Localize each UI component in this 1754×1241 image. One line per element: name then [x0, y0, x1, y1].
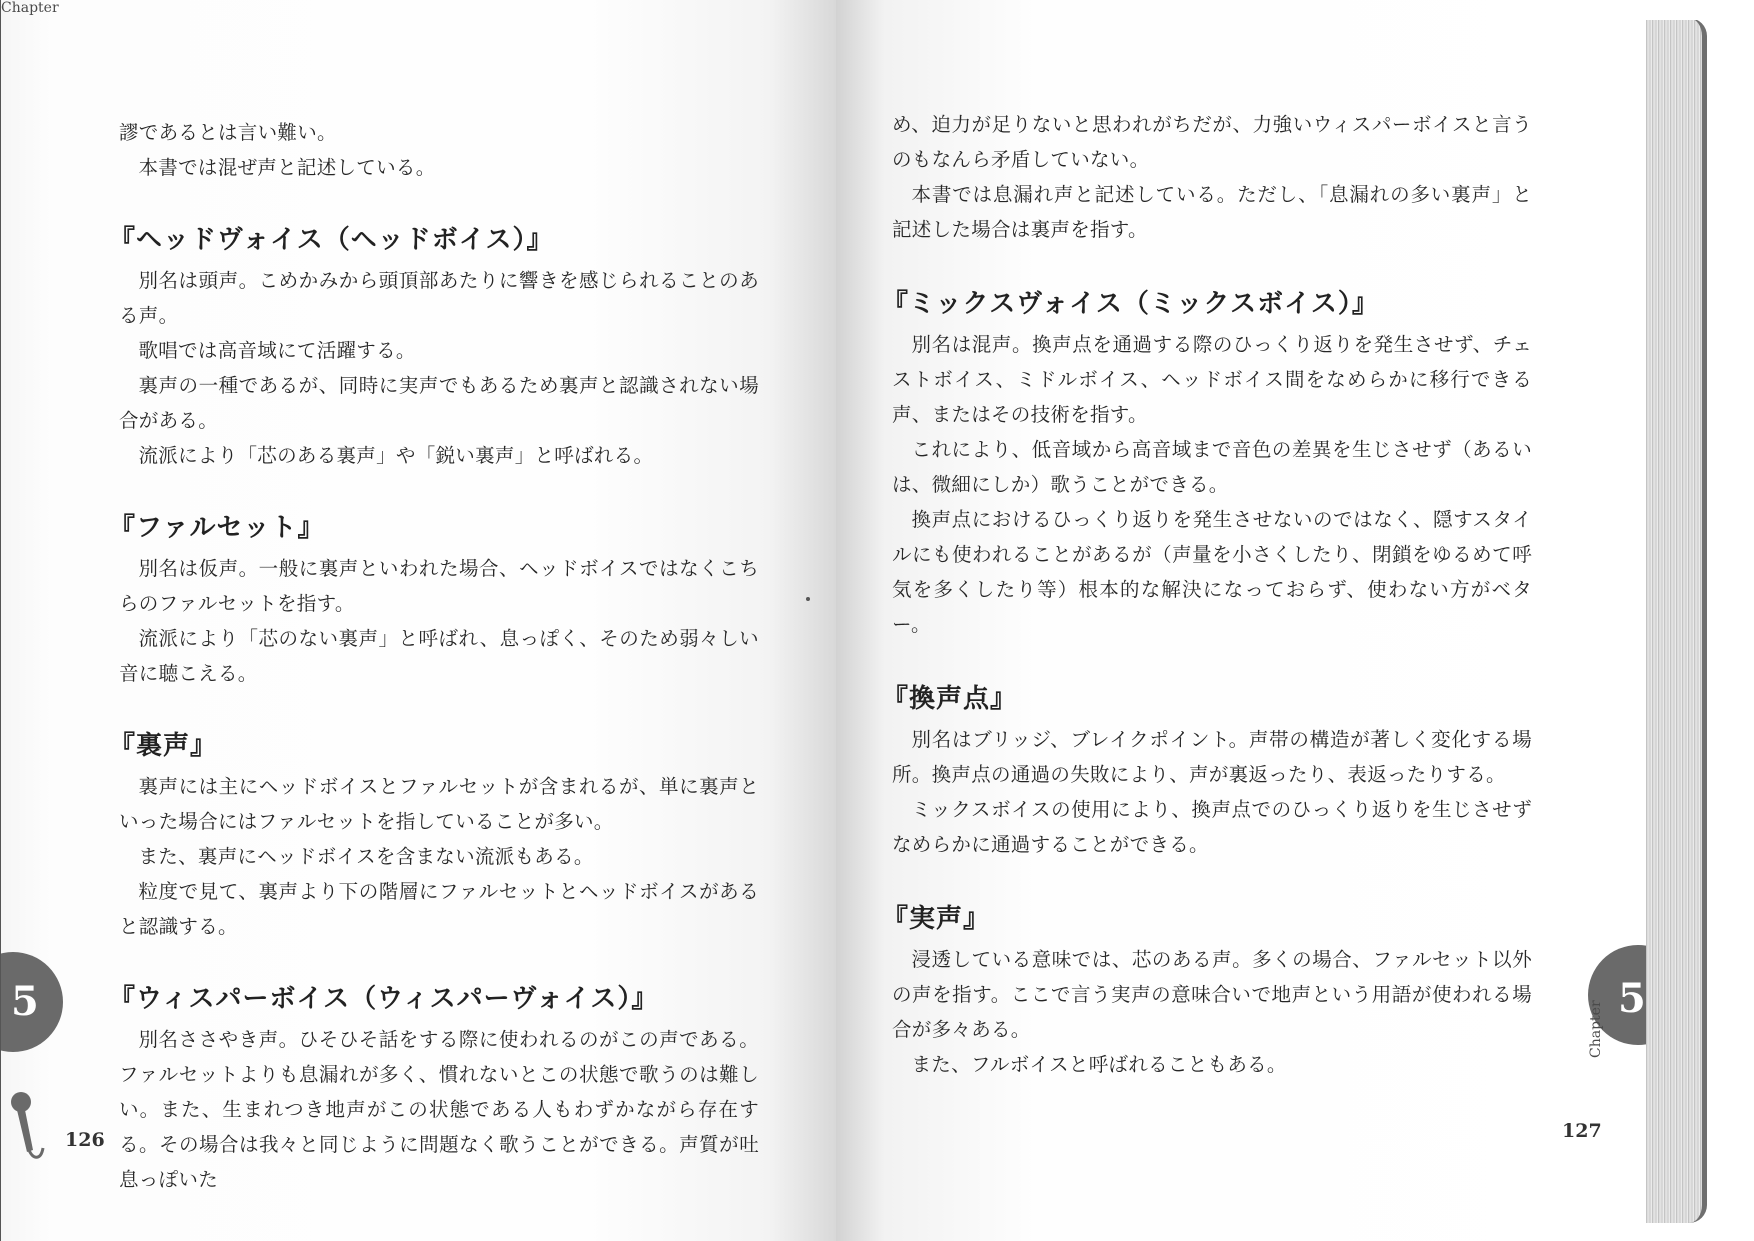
paragraph: 本書では混ぜ声と記述している。 [138, 156, 436, 179]
left-page [0, 0, 836, 1241]
paragraph: 歌唱では高音域にて活躍する。 [138, 339, 416, 362]
section-heading: 『裏声』 [109, 731, 218, 761]
section-heading: 『実声』 [882, 904, 991, 934]
microphone-icon [7, 1090, 47, 1164]
paragraph: 流派により「芯のない裏声」と呼ばれ、息っぽく、そのため弱々しい音に聴こえる。 [119, 627, 759, 685]
left-page-text [109, 115, 759, 1197]
paragraph: また、フルボイスと呼ばれることもある。 [911, 1053, 1287, 1076]
paragraph: 別名は混声。換声点を通過する際のひっくり返りを発生させず、チェストボイス、ミドルボイス、ヘッドボイス間をなめらかに移行できる声、またはその技術を指す。 [892, 333, 1532, 426]
section-heading: 『ミックスヴォイス（ミックスボイス）』 [882, 289, 1379, 319]
paragraph: 裏声には主にヘッドボイスとファルセットが含まれるが、単に裏声といった場合にはファルセットを指していることが多い。 [119, 775, 759, 833]
chapter-number: 5 [11, 978, 39, 1025]
chapter-number: 5 [1618, 975, 1646, 1022]
section-heading: 『ヘッドヴォイス（ヘッドボイス）』 [109, 225, 554, 255]
page-number: 127 [1562, 1120, 1602, 1142]
paragraph: これにより、低音域から高音域まで音色の差異を生じさせず（あるいは、微細にしか）歌うことができる。 [892, 438, 1532, 496]
paragraph: 別名は仮声。一般に裏声といわれた場合、ヘッドボイスではなくこちらのファルセットを指す。 [119, 557, 759, 615]
chapter-tab [0, 952, 63, 1052]
right-page [836, 0, 1646, 1241]
paragraph: 別名ささやき声。ひそひそ話をする際に使われるのがこの声である。ファルセットよりも息漏れが多く、慣れないとこの状態で歌うのは難しい。また、生まれつき地声がこの状態である人もわずかながら存在する。その場合は我々と同じように問題なく歌うことができる。声質が吐息っぽいた [119, 1028, 759, 1191]
section-heading: 『ウィスパーボイス（ウィスパーヴォイス）』 [109, 984, 659, 1014]
page-edges-gap [1646, 0, 1706, 20]
paragraph: 本書では息漏れ声と記述している。ただし、「息漏れの多い裏声」と記述した場合は裏声を指す。 [892, 183, 1532, 241]
page-edges [1646, 18, 1707, 1223]
chapter-label: Chapter [1, 0, 59, 16]
paragraph: 浸透している意味では、芯のある声。多くの場合、ファルセット以外の声を指す。ここで言う実声の意味合いで地声という用語が使われる場合が多々ある。 [892, 948, 1532, 1041]
paragraph: ミックスボイスの使用により、換声点でのひっくり返りを生じさせずなめらかに通過することができる。 [892, 798, 1532, 856]
paragraph: また、裏声にヘッドボイスを含まない流派もある。 [138, 845, 594, 868]
paragraph: 流派により「芯のある裏声」や「鋭い裏声」と呼ばれる。 [138, 444, 654, 467]
paragraph: 謬であるとは言い難い。 [119, 121, 337, 144]
paragraph: 粒度で見て、裏声より下の階層にファルセットとヘッドボイスがあると認識する。 [119, 880, 759, 938]
paragraph: 別名は頭声。こめかみから頭頂部あたりに響きを感じられることのある声。 [119, 269, 759, 327]
page-number: 126 [65, 1129, 105, 1151]
chapter-label: Chapter [1588, 1000, 1604, 1058]
paragraph: 裏声の一種であるが、同時に実声でもあるため裏声と認識されない場合がある。 [119, 374, 759, 432]
section-heading: 『換声点』 [882, 684, 1018, 714]
paragraph: め、迫力が足りないと思われがちだが、力強いウィスパーボイスと言うのもなんら矛盾していない。 [892, 113, 1532, 171]
paragraph: 別名はブリッジ、ブレイクポイント。声帯の構造が著しく変化する場所。換声点の通過の失敗により、声が裏返ったり、表返ったりする。 [892, 728, 1532, 786]
paragraph: 換声点におけるひっくり返りを発生させないのではなく、隠すスタイルにも使われることがあるが（声量を小さくしたり、閉鎖をゆるめて呼気を多くしたり等）根本的な解決になっておらず、使わない方がベター。 [892, 508, 1532, 636]
right-page-text [882, 107, 1532, 1082]
print-speck [806, 597, 810, 601]
section-heading: 『ファルセット』 [109, 513, 325, 543]
